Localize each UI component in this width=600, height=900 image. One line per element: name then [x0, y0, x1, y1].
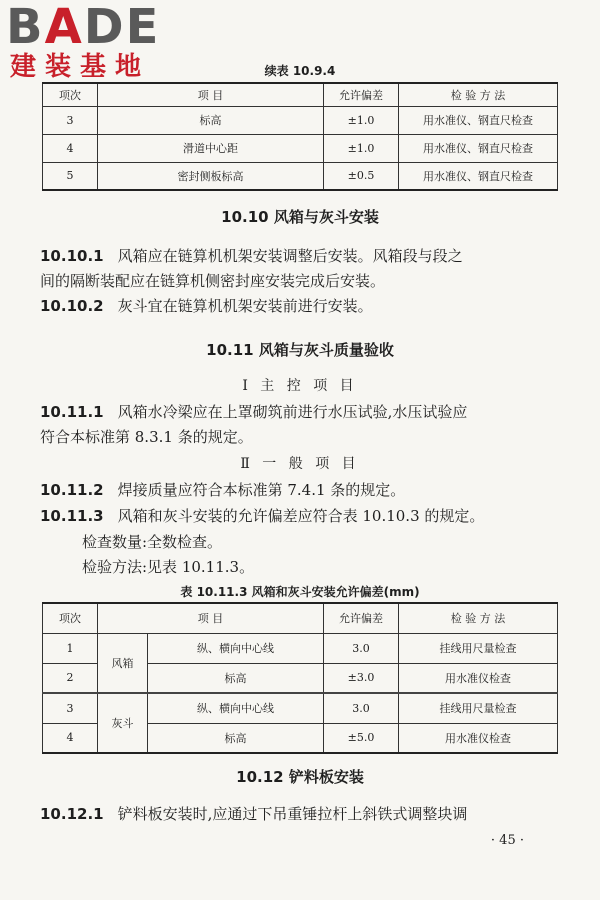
clause-number: 10.12.1 [40, 805, 104, 823]
header-cell: 项次 [43, 603, 98, 633]
clause-text: 焊接质量应符合本标准第 7.4.1 条的规定。 [117, 481, 406, 499]
table-cell: 3 [43, 693, 98, 723]
table-cell: 纵、横向中心线 [148, 693, 324, 723]
table-cell: 4 [43, 723, 98, 753]
table-cell: 用水准仪检查 [399, 723, 558, 753]
table-cell: 标高 [98, 106, 324, 134]
clause-number: 10.11.1 [40, 403, 104, 421]
paragraph-line [40, 480, 560, 500]
table-cell: 3.0 [324, 633, 399, 663]
header-cell: 允许偏差 [324, 603, 399, 633]
clause-text: 风箱和灰斗安装的允许偏差应符合表 10.10.3 的规定。 [117, 507, 485, 525]
header-cell: 项 目 [98, 603, 324, 633]
header-cell: 项次 [43, 83, 98, 106]
subsection-general-items: Ⅱ 一 般 项 目 [240, 456, 360, 472]
paragraph-line: 符合本标准第 8.3.1 条的规定。 [40, 428, 253, 446]
group-cell: 风箱 [98, 633, 148, 693]
table-cell: 用水准仪检查 [399, 663, 558, 693]
table-cell: 用水准仪、钢直尺检查 [399, 134, 558, 162]
clause-number: 10.11.3 [40, 507, 104, 525]
table-cell: 用水准仪、钢直尺检查 [399, 162, 558, 190]
section-heading-10-11: 10.11 风箱与灰斗质量验收 [206, 341, 394, 359]
logo-letters: DE [83, 0, 161, 55]
section-heading-10-12: 10.12 铲料板安装 [236, 768, 364, 786]
table-cell: 用水准仪、钢直尺检查 [399, 106, 558, 134]
clause-text: 灰斗宜在链算机机架安装前进行安装。 [117, 297, 373, 315]
table-cell: ±1.0 [324, 134, 399, 162]
logo-wordmark [6, 0, 161, 55]
table-cell: ±5.0 [324, 723, 399, 753]
paragraph-line [40, 402, 560, 422]
subsection-main-items: Ⅰ 主 控 项 目 [242, 378, 358, 394]
table-row [43, 106, 558, 134]
table-header-row [43, 603, 558, 633]
table-row [43, 134, 558, 162]
table-cell: 3 [43, 106, 98, 134]
table-cell: 5 [43, 162, 98, 190]
header-cell: 项 目 [98, 83, 324, 106]
table-cell: 挂线用尺量检查 [399, 693, 558, 723]
table-cell: 标高 [148, 663, 324, 693]
paragraph-line [40, 246, 560, 266]
clause-text: 风箱应在链算机机架安装调整后安装。风箱段与段之 [117, 247, 463, 265]
clause-text: 铲料板安装时,应通过下吊重锤拉杆上斜铁式调整块调 [117, 805, 468, 823]
clause-number: 10.10.2 [40, 297, 104, 315]
check-method-line: 检验方法:见表 10.11.3。 [82, 558, 255, 576]
clause-number: 10.10.1 [40, 247, 104, 265]
table-cell: 3.0 [324, 693, 399, 723]
paragraph-line: 间的隔断装配应在链算机侧密封座安装完成后安装。 [40, 272, 386, 290]
table-cell: 密封侧板标高 [98, 162, 324, 190]
page-number: · 45 · [490, 833, 524, 848]
paragraph-line [40, 804, 560, 824]
table-cell: ±3.0 [324, 663, 399, 693]
clause-text: 风箱水冷梁应在上罩砌筑前进行水压试验,水压试验应 [117, 403, 468, 421]
tolerance-table [42, 602, 558, 754]
table-cell: ±1.0 [324, 106, 399, 134]
header-cell: 检 验 方 法 [399, 603, 558, 633]
group-cell: 灰斗 [98, 693, 148, 753]
continued-table [42, 82, 558, 191]
table-cell: 2 [43, 663, 98, 693]
logo-subtitle: 建装基地 [10, 52, 151, 82]
table-cell: 挂线用尺量检查 [399, 633, 558, 663]
table-cell: 滑道中心距 [98, 134, 324, 162]
table-cell: ±0.5 [324, 162, 399, 190]
paragraph-line [40, 296, 560, 316]
table-row [43, 633, 558, 663]
paragraph-line [40, 506, 560, 526]
table-header-row [43, 83, 558, 106]
clause-number: 10.11.2 [40, 481, 104, 499]
check-quantity-line: 检查数量:全数检查。 [82, 533, 223, 551]
logo-accent-letter: A [44, 0, 84, 55]
table-row [43, 162, 558, 190]
logo-letter: B [6, 0, 45, 55]
table-caption: 表 10.11.3 风箱和灰斗安装允许偏差(mm) [180, 585, 420, 599]
table-cell: 标高 [148, 723, 324, 753]
section-heading-10-10: 10.10 风箱与灰斗安装 [221, 208, 379, 226]
table-cell: 纵、横向中心线 [148, 633, 324, 663]
table-caption-continued: 续表 10.9.4 [264, 64, 336, 78]
header-cell: 检 验 方 法 [399, 83, 558, 106]
table-cell: 1 [43, 633, 98, 663]
table-row [43, 693, 558, 723]
header-cell: 允许偏差 [324, 83, 399, 106]
table-cell: 4 [43, 134, 98, 162]
